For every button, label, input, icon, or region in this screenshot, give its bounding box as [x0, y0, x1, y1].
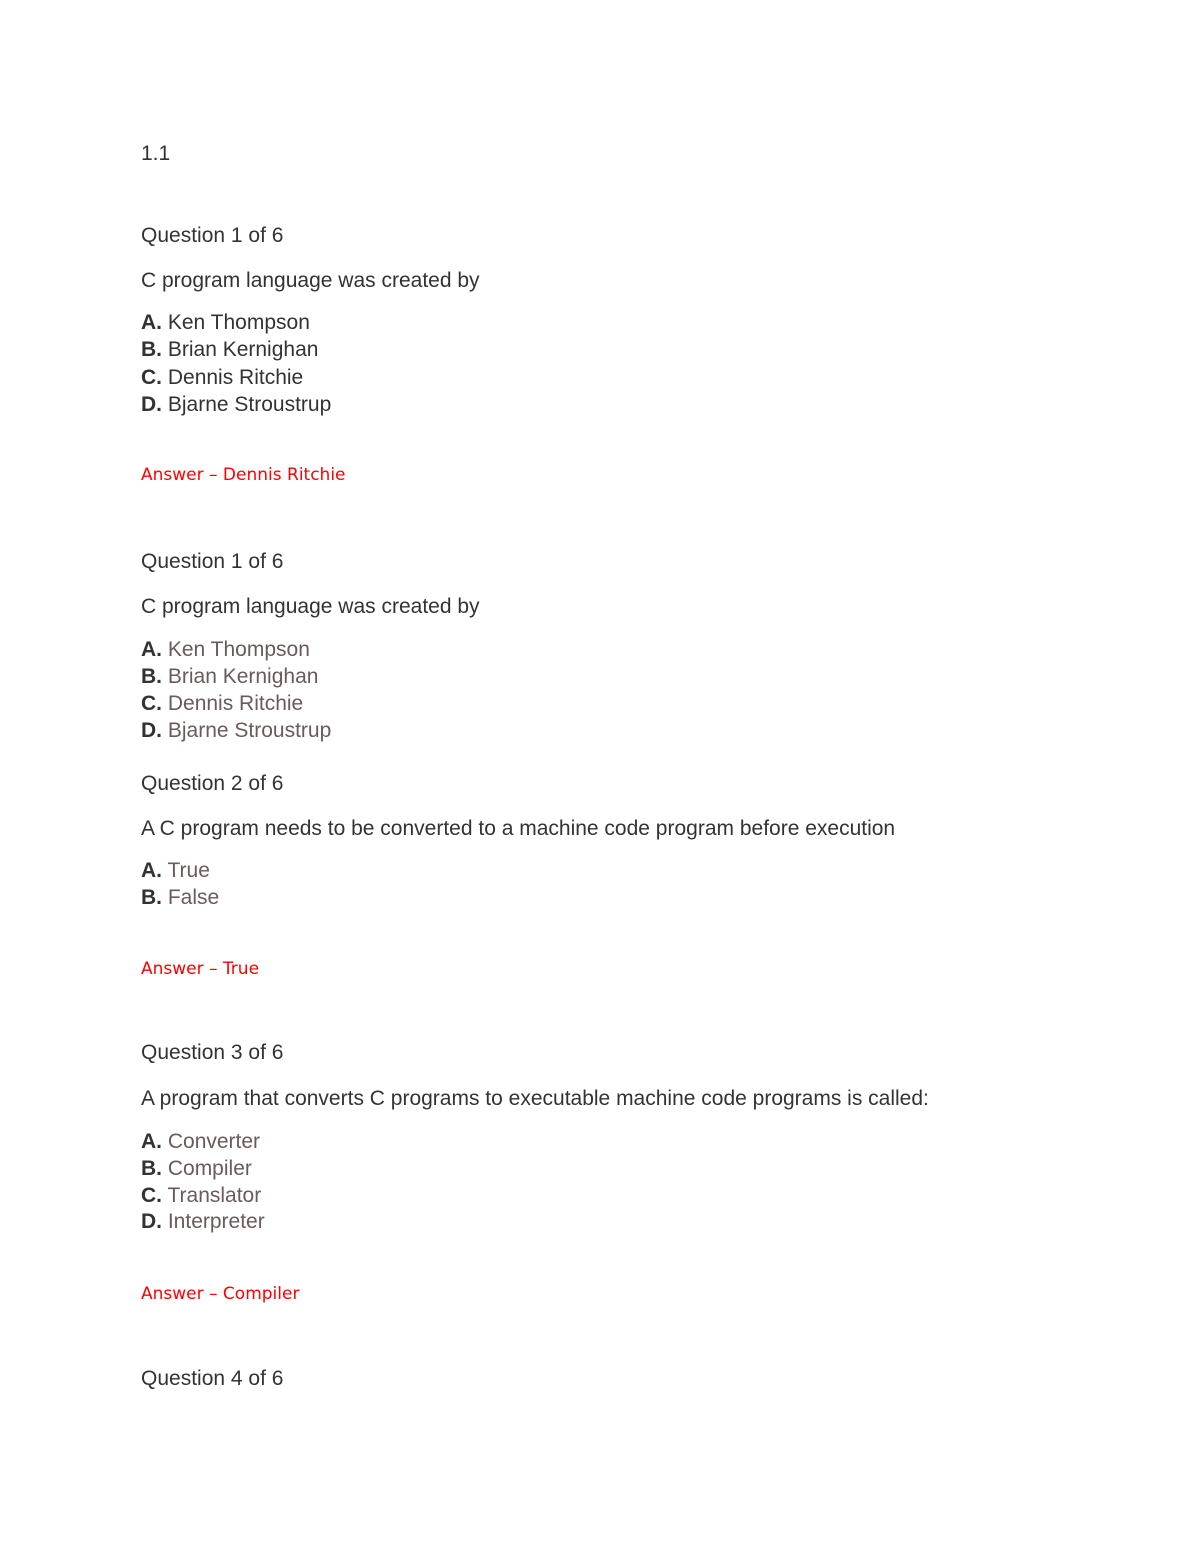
- option-text: Converter: [167, 1130, 261, 1153]
- option-letter: C.: [141, 366, 162, 389]
- option-text: Compiler: [167, 1157, 252, 1180]
- answer-text: Answer – Compiler: [141, 1284, 300, 1304]
- option-letter: B.: [141, 665, 162, 688]
- option-c: [141, 690, 303, 717]
- option-letter: A.: [141, 1130, 162, 1153]
- option-b: [141, 663, 318, 690]
- option-letter: B.: [141, 1157, 162, 1180]
- question-header: Question 2 of 6: [141, 772, 284, 795]
- section-number: 1.1: [141, 142, 171, 165]
- question-text: C program language was created by: [141, 269, 480, 292]
- option-d: [141, 717, 331, 744]
- question-header: Question 1 of 6: [141, 550, 284, 573]
- option-letter: D.: [141, 1210, 162, 1233]
- option-text: Dennis Ritchie: [167, 692, 304, 715]
- option-letter: C.: [141, 1184, 162, 1207]
- option-text: Ken Thompson: [167, 638, 310, 661]
- answer-text: Answer – Dennis Ritchie: [141, 465, 346, 485]
- option-a: [141, 309, 310, 336]
- option-text: Translator: [167, 1184, 262, 1207]
- question-text: A program that converts C programs to executable machine code programs is called:: [141, 1087, 929, 1110]
- question-header: Question 3 of 6: [141, 1041, 284, 1064]
- option-c: [141, 1182, 261, 1209]
- option-letter: A.: [141, 859, 162, 882]
- option-d: [141, 391, 331, 418]
- option-letter: B.: [141, 338, 162, 361]
- question-header: Question 1 of 6: [141, 224, 284, 247]
- option-d: [141, 1208, 265, 1235]
- answer-text: Answer – True: [141, 959, 260, 979]
- option-a: [141, 857, 210, 884]
- option-b: [141, 336, 318, 363]
- option-text: False: [167, 886, 220, 909]
- option-text: Brian Kernighan: [167, 665, 319, 688]
- option-b: [141, 1155, 252, 1182]
- option-letter: C.: [141, 692, 162, 715]
- question-header: Question 4 of 6: [141, 1367, 284, 1390]
- option-text: Brian Kernighan: [167, 338, 319, 361]
- question-text: C program language was created by: [141, 595, 480, 618]
- option-a: [141, 636, 310, 663]
- option-letter: A.: [141, 311, 162, 334]
- option-b: [141, 884, 219, 911]
- option-text: Ken Thompson: [167, 311, 310, 334]
- option-text: True: [167, 859, 210, 882]
- option-c: [141, 364, 303, 391]
- option-text: Dennis Ritchie: [167, 366, 304, 389]
- option-text: Bjarne Stroustrup: [167, 719, 332, 742]
- option-text: Bjarne Stroustrup: [167, 393, 332, 416]
- option-letter: A.: [141, 638, 162, 661]
- option-a: [141, 1128, 260, 1155]
- option-letter: B.: [141, 886, 162, 909]
- option-letter: D.: [141, 393, 162, 416]
- question-text: A C program needs to be converted to a machine code program before execution: [141, 817, 896, 840]
- option-text: Interpreter: [167, 1210, 265, 1233]
- option-letter: D.: [141, 719, 162, 742]
